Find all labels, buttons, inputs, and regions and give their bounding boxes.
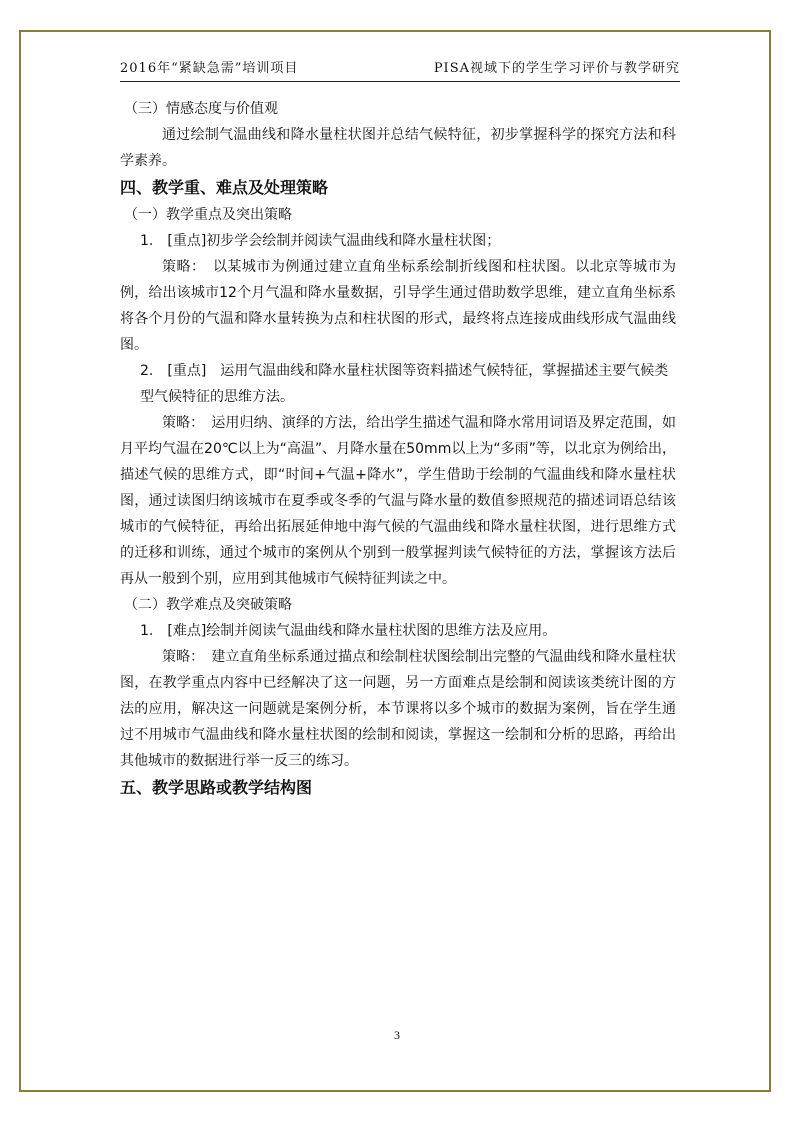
document-body: [120, 96, 676, 802]
subsection-title-difficult-points: （二）教学难点及突破策略: [124, 597, 292, 613]
header-left-text: 2016年“紧缺急需”培训项目: [120, 61, 299, 76]
section-title-teaching-structure: 五、教学思路或教学结构图: [120, 778, 313, 797]
key-point-2-strategy: 策略： 运用归纳、演绎的方法，给出学生描述气温和降水常用词语及界定范围，如月平均气温在20℃以上为“高温”、月降水量在50mm以上为“多雨”等，以北京为例给出，描述气候的思维方式，即“时间+气温+降水”，学生借助于绘制的气温曲线和降水量柱状图，通过读图归纳该城市在夏季或冬季的气温与降水量的数值参照规范的描述词语总结该城市的气候特征，再给出拓展延伸地中海气候的气温曲线和降水量柱状图，进行思维方式的迁移和训练，通过个城市的案例从个别到一般掌握判读气候特征的方法，掌握该方法后再从一般到个别，应用到其他城市气候特征判读之中。: [120, 415, 676, 587]
page-number: 3: [394, 1028, 400, 1042]
subsection-title-attitude: （三）情感态度与价值观: [124, 101, 278, 117]
difficult-point-1: 1. [难点]绘制并阅读气温曲线和降水量柱状图的思维方法及应用。: [140, 623, 557, 639]
page-header: [120, 57, 680, 79]
section-title-key-difficult: 四、教学重、难点及处理策略: [120, 178, 329, 197]
header-rule: [120, 81, 680, 82]
key-point-1: 1. [重点]初步学会绘制并阅读气温曲线和降水量柱状图；: [140, 233, 501, 249]
key-point-2: 2. [重点] 运用气温曲线和降水量柱状图等资料描述气候特征，掌握描述主要气候类型气候特征的思维方法。: [140, 363, 669, 405]
paragraph-attitude: 通过绘制气温曲线和降水量柱状图并总结气候特征，初步掌握科学的探究方法和科学素养。: [120, 127, 676, 169]
difficult-point-1-strategy: 策略： 建立直角坐标系通过描点和绘制柱状图绘制出完整的气温曲线和降水量柱状图，在教学重点内容中已经解决了这一问题，另一方面难点是绘制和阅读该类统计图的方法的应用，解决这一问题就是案例分析，本节课将以多个城市的数据为案例，旨在学生通过不用城市气温曲线和降水量柱状图的绘制和阅读，掌握这一绘制和分析的思路，再给出其他城市的数据进行举一反三的练习。: [120, 649, 676, 769]
subsection-title-key-points: （一）教学重点及突出策略: [124, 207, 292, 223]
header-right-text: PISA视域下的学生学习评价与教学研究: [433, 61, 680, 76]
key-point-1-strategy: 策略： 以某城市为例通过建立直角坐标系绘制折线图和柱状图。以北京等城市为例，给出该城市12个月气温和降水量数据，引导学生通过借助数学思维，建立直角坐标系将各个月份的气温和降水量转换为点和柱状图的形式，最终将点连接成曲线形成气温曲线图。: [120, 259, 676, 353]
